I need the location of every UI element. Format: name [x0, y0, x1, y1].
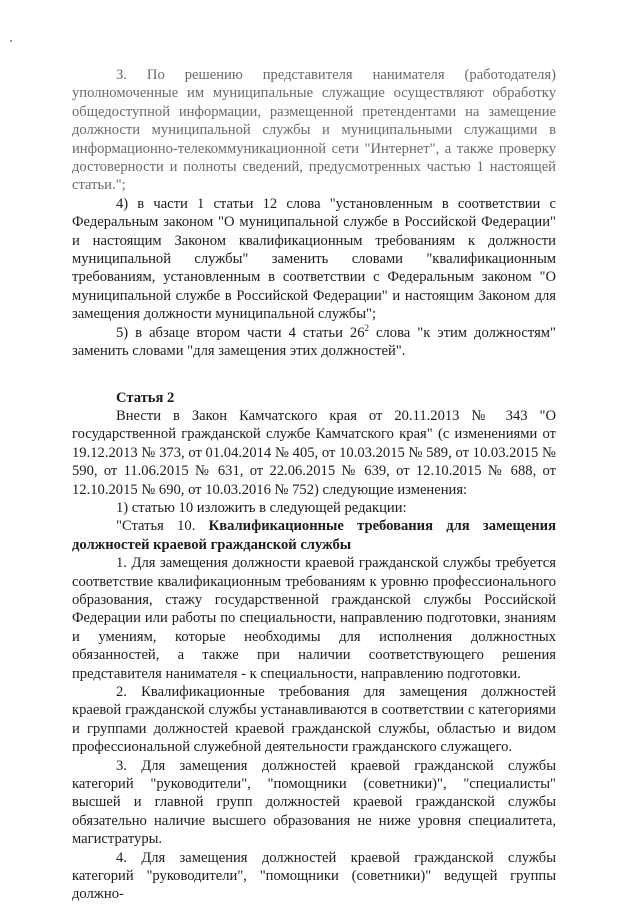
paragraph-part-3: 3. По решению представителя нанимателя (работодателя) уполномоченные им муниципальные служащие осуществляют обработку общедоступной информации, размещенной претендентами на замещение должности муниципальной службы и муниципальными служащими в информационно-телекоммуникационной сети "Интернет", а также проверку достоверности и полноты сведений, предусмотренных частью 1 настоящей статьи."; [72, 67, 556, 194]
paragraph-item-4: 4) в части 1 статьи 12 слова "установленным в соответствии с Федеральным законом "О муниципальной службе в Российской Федерации" и настоящим Законом квалификационным требованиям к должности муниципальной службы" заменить словами "квалификационным требованиям, установленным в соответствии с Федеральным законом "О муниципальной службе в Российской Федерации" и настоящим Законом для замещения должности муниципальной службы"; [72, 195, 556, 323]
margin-mark [10, 40, 12, 42]
article-10-part-4: 4. Для замещения должностей краевой гражданской службы категорий "руководители", "помощники (советники)" ведущей группы должно- [72, 849, 556, 903]
amendment-intro: Внести в Закон Камчатского края от 20.11.2013 № 343 "О государственной гражданской службе Камчатского края" (с изменениями от 19.12.2013 № 373, от 01.04.2014 № 405, от 10.03.2015 № 589, от 10.03.2015 № 590, от 11.06.2015 № 631, от 22.06.2015 № 639, от 12.10.2015 № 688, от 12.10.2015 № 690, от 10.03.2016 № 752) следующие изменения: [72, 407, 556, 498]
amendment-item-1: 1) статью 10 изложить в следующей редакции: [116, 499, 407, 516]
paragraph-item-5 [72, 324, 556, 361]
article-10-title [72, 517, 556, 554]
item-5-superscript: 2 [364, 322, 370, 333]
article-10-part-1: 1. Для замещения должности краевой гражданской службы требуется соответствие квалификационным требованиям к уровню профессионального образования, стажу государственной гражданской службы Российской Федерации или работы по специальности, направлению подготовки, знаниям и умениям, которые необходимы для исполнения должностных обязанностей, а также при наличии соответствующего решения представителя нанимателя - к специальности, направлению подготовки. [72, 555, 556, 682]
article-10-title-text: Квалификационные требования для замещения должностей краевой гражданской службы [72, 518, 556, 553]
article-10-part-3: 3. Для замещения должностей краевой гражданской службы категорий "руководители", "помощники (советники)", "специалисты" высшей и главной групп должностей краевой гражданской службы обязательно наличие высшего образования не ниже уровня специалитета, магистратуры. [72, 757, 556, 848]
section-gap [72, 361, 556, 389]
article-heading: Статья 2 [116, 389, 175, 406]
document-page [72, 66, 556, 904]
item-5-text-after: слова "к этим должностям" заменить словами "для замещения этих должностей". [72, 324, 556, 360]
article-10-part-2: 2. Квалификационные требования для замещения должностей краевой гражданской службы устанавливаются в соответствии с категориями и группами должностей краевой гражданской службы, областью и видом профессиональной служебной деятельности гражданского служащего. [72, 684, 556, 756]
item-5-text-before: 5) в абзаце втором части 4 статьи 26 [116, 324, 365, 341]
article-10-prefix: "Статья 10. [116, 518, 209, 535]
